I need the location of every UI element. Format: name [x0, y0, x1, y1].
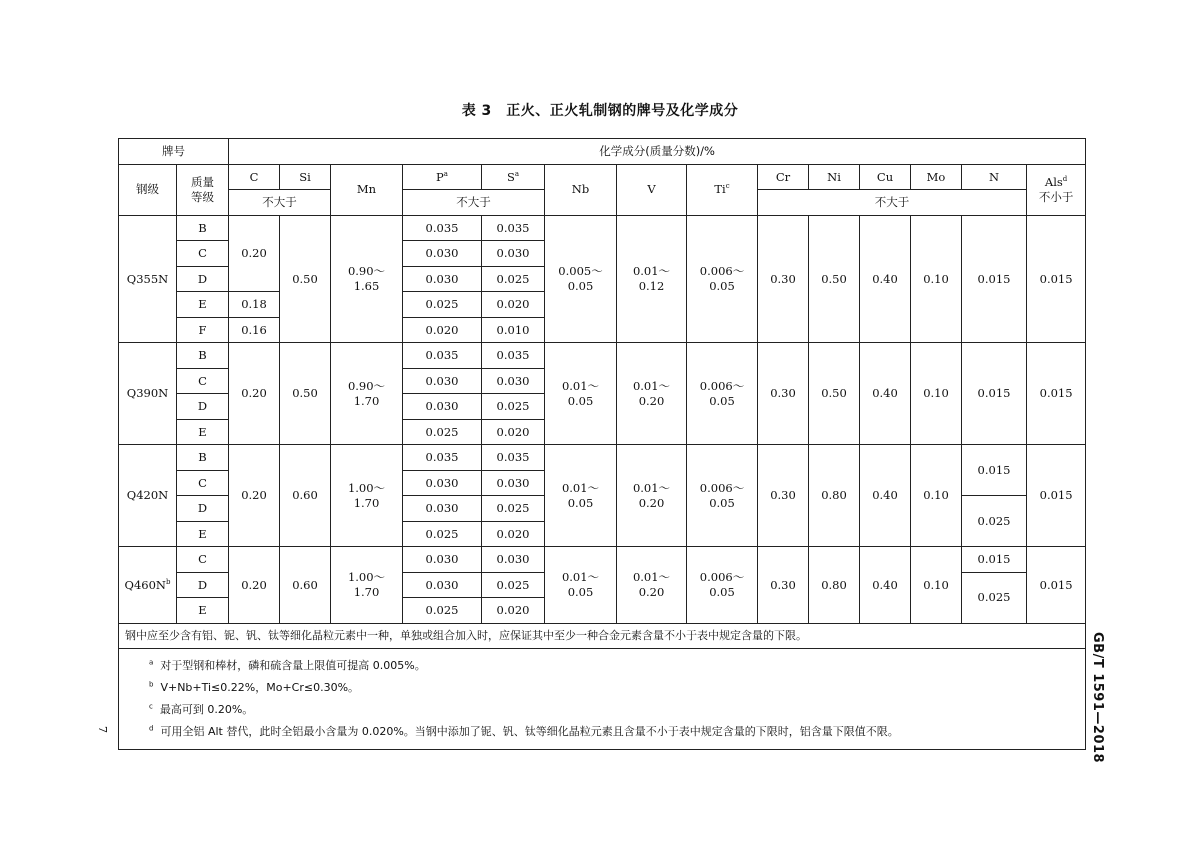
quality-cell: D	[177, 496, 229, 522]
header-cr: Cr	[758, 164, 809, 190]
grade-q460n: $Q460N^b$	[119, 547, 177, 624]
c-cell: 0.20	[229, 215, 280, 292]
ti-cell: 0.006～ 0.05	[687, 445, 758, 547]
header-nb: Nb	[545, 164, 617, 215]
c-cell: 0.16	[229, 317, 280, 343]
nb-cell: 0.01～ 0.05	[545, 343, 617, 445]
p-cell: 0.025	[403, 292, 482, 318]
als-cell: 0.015	[1027, 547, 1086, 624]
header-als: Als$^d$ 不小于	[1027, 164, 1086, 215]
s-cell: 0.020	[482, 292, 545, 318]
header-p: $P^a$	[403, 164, 482, 190]
header-v: V	[617, 164, 687, 215]
c-cell: 0.20	[229, 547, 280, 624]
s-cell: 0.020	[482, 521, 545, 547]
s-cell: 0.030	[482, 547, 545, 573]
s-cell: 0.025	[482, 266, 545, 292]
n-cell: 0.015	[962, 215, 1027, 343]
c-cell: 0.20	[229, 445, 280, 547]
quality-cell: C	[177, 470, 229, 496]
header-brand: 牌号	[119, 139, 229, 165]
header-si: Si	[280, 164, 331, 190]
ni-cell: 0.50	[809, 215, 860, 343]
header-not-more-cr-n: 不大于	[758, 190, 1027, 216]
p-cell: 0.030	[403, 241, 482, 267]
si-cell: 0.50	[280, 215, 331, 343]
v-cell: 0.01～ 0.20	[617, 445, 687, 547]
n-cell: 0.015	[962, 445, 1027, 496]
quality-cell: C	[177, 547, 229, 573]
p-cell: 0.030	[403, 394, 482, 420]
cr-cell: 0.30	[758, 547, 809, 624]
si-cell: 0.60	[280, 445, 331, 547]
header-not-more-c-si: 不大于	[229, 190, 331, 216]
standard-code: GB/T 1591—2018	[1090, 632, 1105, 764]
ni-cell: 0.80	[809, 445, 860, 547]
header-n: N	[962, 164, 1027, 190]
footnotes	[119, 648, 1086, 749]
quality-cell: E	[177, 419, 229, 445]
s-cell: 0.025	[482, 572, 545, 598]
mn-cell: 1.00～ 1.70	[331, 547, 403, 624]
ni-cell: 0.50	[809, 343, 860, 445]
si-cell: 0.60	[280, 547, 331, 624]
s-cell: 0.010	[482, 317, 545, 343]
quality-cell: B	[177, 215, 229, 241]
cu-cell: 0.40	[860, 343, 911, 445]
header-not-less: 不小于	[1038, 189, 1074, 204]
quality-cell: D	[177, 572, 229, 598]
p-cell: 0.035	[403, 445, 482, 471]
ti-cell: 0.006～ 0.05	[687, 215, 758, 343]
p-cell: 0.025	[403, 419, 482, 445]
n-cell: 0.015	[962, 343, 1027, 445]
footnote-a: $^a$ 对于型钢和棒材，磷和硫含量上限值可提高 0.005%。	[149, 657, 426, 672]
als-cell: 0.015	[1027, 215, 1086, 343]
s-cell: 0.020	[482, 419, 545, 445]
als-cell: 0.015	[1027, 343, 1086, 445]
header-cu: Cu	[860, 164, 911, 190]
p-cell: 0.030	[403, 470, 482, 496]
grade-q355n: Q355N	[119, 215, 177, 343]
p-cell: 0.035	[403, 215, 482, 241]
p-cell: 0.020	[403, 317, 482, 343]
nb-cell: 0.01～ 0.05	[545, 445, 617, 547]
cu-cell: 0.40	[860, 445, 911, 547]
quality-cell: C	[177, 241, 229, 267]
quality-cell: C	[177, 368, 229, 394]
quality-cell: E	[177, 292, 229, 318]
s-cell: 0.035	[482, 343, 545, 369]
header-mn: Mn	[331, 164, 403, 215]
mn-cell: 0.90～ 1.65	[331, 215, 403, 343]
footnote-c: $^c$ 最高可到 0.20%。	[149, 701, 254, 716]
p-cell: 0.030	[403, 266, 482, 292]
cu-cell: 0.40	[860, 215, 911, 343]
quality-cell: B	[177, 343, 229, 369]
quality-cell: B	[177, 445, 229, 471]
p-cell: 0.025	[403, 521, 482, 547]
p-cell: 0.035	[403, 343, 482, 369]
header-composition: 化学成分(质量分数)/%	[229, 139, 1086, 165]
composition-table	[118, 138, 1086, 750]
cu-cell: 0.40	[860, 547, 911, 624]
header-s: $S^a$	[482, 164, 545, 190]
mn-cell: 0.90～ 1.70	[331, 343, 403, 445]
mo-cell: 0.10	[911, 215, 962, 343]
si-cell: 0.50	[280, 343, 331, 445]
ni-cell: 0.80	[809, 547, 860, 624]
header-quality: 质量 等级	[177, 164, 229, 215]
cr-cell: 0.30	[758, 445, 809, 547]
s-cell: 0.030	[482, 368, 545, 394]
n-cell: 0.015	[962, 547, 1027, 573]
als-cell: 0.015	[1027, 445, 1086, 547]
general-note: 钢中应至少含有铝、铌、钒、钛等细化晶粒元素中一种，单独或组合加入时，应保证其中至少一种合金元素含量不小于表中规定含量的下限。	[119, 623, 1086, 648]
header-mo: Mo	[911, 164, 962, 190]
p-cell: 0.030	[403, 496, 482, 522]
v-cell: 0.01～ 0.20	[617, 547, 687, 624]
n-cell: 0.025	[962, 496, 1027, 547]
page-number: 7	[96, 726, 109, 733]
s-cell: 0.035	[482, 445, 545, 471]
p-cell: 0.030	[403, 547, 482, 573]
cr-cell: 0.30	[758, 215, 809, 343]
header-not-more-p-s: 不大于	[403, 190, 545, 216]
quality-cell: D	[177, 394, 229, 420]
mn-cell: 1.00～ 1.70	[331, 445, 403, 547]
s-cell: 0.025	[482, 496, 545, 522]
table-title: 表 3 正火、正火轧制钢的牌号及化学成分	[461, 103, 739, 119]
s-cell: 0.035	[482, 215, 545, 241]
ti-cell: 0.006～ 0.05	[687, 343, 758, 445]
c-cell: 0.20	[229, 343, 280, 445]
p-cell: 0.030	[403, 572, 482, 598]
mo-cell: 0.10	[911, 343, 962, 445]
quality-cell: E	[177, 521, 229, 547]
footnote-b: $^b$ V+Nb+Ti≤0.22%，Mo+Cr≤0.30%。	[149, 679, 360, 694]
header-ni: Ni	[809, 164, 860, 190]
header-ti: Ti$^c$	[687, 164, 758, 215]
v-cell: 0.01～ 0.20	[617, 343, 687, 445]
v-cell: 0.01～ 0.12	[617, 215, 687, 343]
grade-q420n: Q420N	[119, 445, 177, 547]
cr-cell: 0.30	[758, 343, 809, 445]
s-cell: 0.030	[482, 470, 545, 496]
mo-cell: 0.10	[911, 547, 962, 624]
quality-cell: E	[177, 598, 229, 624]
header-grade: 钢级	[119, 164, 177, 215]
grade-q390n: Q390N	[119, 343, 177, 445]
c-cell: 0.18	[229, 292, 280, 318]
mo-cell: 0.10	[911, 445, 962, 547]
p-cell: 0.025	[403, 598, 482, 624]
nb-cell: 0.01～ 0.05	[545, 547, 617, 624]
quality-cell: F	[177, 317, 229, 343]
p-cell: 0.030	[403, 368, 482, 394]
s-cell: 0.030	[482, 241, 545, 267]
s-cell: 0.020	[482, 598, 545, 624]
n-cell: 0.025	[962, 572, 1027, 623]
footnote-d: $^d$ 可用全铝 Alt 替代，此时全铝最小含量为 0.020%。当钢中添加了铌、钒、钛等细化晶粒元素且含量不小于表中规定含量的下限时，铝含量下限值不限。	[149, 723, 899, 738]
quality-cell: D	[177, 266, 229, 292]
ti-cell: 0.006～ 0.05	[687, 547, 758, 624]
nb-cell: 0.005～ 0.05	[545, 215, 617, 343]
header-c: C	[229, 164, 280, 190]
s-cell: 0.025	[482, 394, 545, 420]
